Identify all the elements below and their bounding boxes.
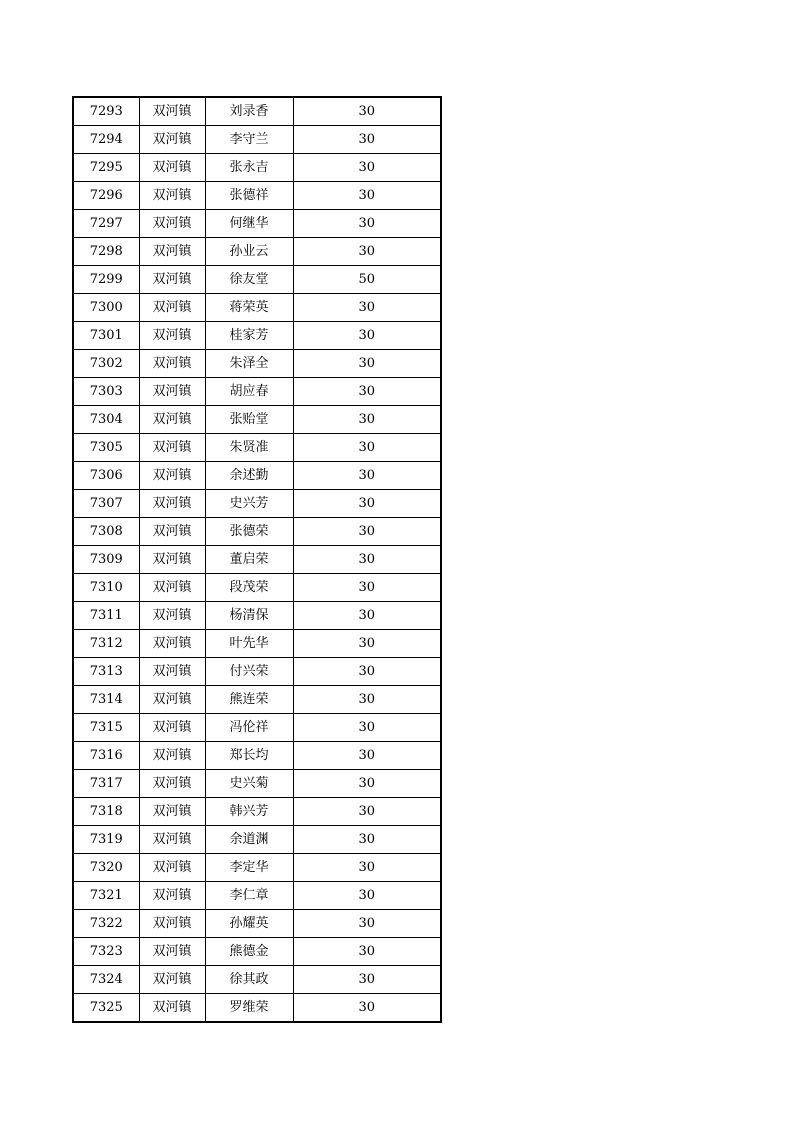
table-row (73, 490, 441, 518)
amount-cell: 30 (293, 126, 441, 154)
amount-cell: 30 (293, 154, 441, 182)
name-cell: 史兴菊 (205, 770, 293, 798)
name-cell: 段茂荣 (205, 574, 293, 602)
name-cell: 李守兰 (205, 126, 293, 154)
amount-cell: 30 (293, 658, 441, 686)
table-row (73, 182, 441, 210)
town-cell: 双河镇 (139, 434, 205, 462)
amount-cell: 30 (293, 854, 441, 882)
table-row (73, 574, 441, 602)
row-number-cell: 7304 (73, 406, 139, 434)
town-cell: 双河镇 (139, 658, 205, 686)
table-row (73, 798, 441, 826)
table-row (73, 742, 441, 770)
name-cell: 罗维荣 (205, 994, 293, 1023)
table-row (73, 434, 441, 462)
town-cell: 双河镇 (139, 546, 205, 574)
name-cell: 董启荣 (205, 546, 293, 574)
table-row (73, 994, 441, 1023)
table-row (73, 882, 441, 910)
amount-cell: 30 (293, 434, 441, 462)
row-number-cell: 7315 (73, 714, 139, 742)
table-row (73, 714, 441, 742)
row-number-cell: 7309 (73, 546, 139, 574)
amount-cell: 30 (293, 238, 441, 266)
town-cell: 双河镇 (139, 798, 205, 826)
table-row (73, 294, 441, 322)
town-cell: 双河镇 (139, 490, 205, 518)
row-number-cell: 7312 (73, 630, 139, 658)
town-cell: 双河镇 (139, 686, 205, 714)
town-cell: 双河镇 (139, 574, 205, 602)
town-cell: 双河镇 (139, 350, 205, 378)
name-cell: 冯伦祥 (205, 714, 293, 742)
name-cell: 孙耀英 (205, 910, 293, 938)
table-row (73, 322, 441, 350)
table-row (73, 658, 441, 686)
town-cell: 双河镇 (139, 742, 205, 770)
amount-cell: 30 (293, 686, 441, 714)
table-row (73, 378, 441, 406)
town-cell: 双河镇 (139, 378, 205, 406)
row-number-cell: 7316 (73, 742, 139, 770)
name-cell: 刘录香 (205, 97, 293, 126)
town-cell: 双河镇 (139, 714, 205, 742)
name-cell: 李定华 (205, 854, 293, 882)
town-cell: 双河镇 (139, 770, 205, 798)
amount-cell: 30 (293, 462, 441, 490)
amount-cell: 30 (293, 574, 441, 602)
town-cell: 双河镇 (139, 854, 205, 882)
row-number-cell: 7311 (73, 602, 139, 630)
town-cell: 双河镇 (139, 322, 205, 350)
table-row (73, 770, 441, 798)
town-cell: 双河镇 (139, 994, 205, 1023)
name-cell: 桂家芳 (205, 322, 293, 350)
row-number-cell: 7323 (73, 938, 139, 966)
amount-cell: 30 (293, 182, 441, 210)
table-row (73, 518, 441, 546)
town-cell: 双河镇 (139, 266, 205, 294)
table-row (73, 546, 441, 574)
amount-cell: 30 (293, 518, 441, 546)
amount-cell: 30 (293, 97, 441, 126)
name-cell: 付兴荣 (205, 658, 293, 686)
data-table (72, 96, 442, 1023)
row-number-cell: 7293 (73, 97, 139, 126)
town-cell: 双河镇 (139, 97, 205, 126)
name-cell: 徐其政 (205, 966, 293, 994)
name-cell: 朱泽全 (205, 350, 293, 378)
row-number-cell: 7297 (73, 210, 139, 238)
row-number-cell: 7300 (73, 294, 139, 322)
table-row (73, 910, 441, 938)
name-cell: 熊德金 (205, 938, 293, 966)
table-row (73, 266, 441, 294)
amount-cell: 50 (293, 266, 441, 294)
amount-cell: 30 (293, 602, 441, 630)
amount-cell: 30 (293, 210, 441, 238)
row-number-cell: 7322 (73, 910, 139, 938)
amount-cell: 30 (293, 826, 441, 854)
town-cell: 双河镇 (139, 210, 205, 238)
name-cell: 杨清保 (205, 602, 293, 630)
amount-cell: 30 (293, 294, 441, 322)
row-number-cell: 7296 (73, 182, 139, 210)
town-cell: 双河镇 (139, 938, 205, 966)
table-body (73, 97, 441, 1022)
amount-cell: 30 (293, 406, 441, 434)
amount-cell: 30 (293, 938, 441, 966)
row-number-cell: 7317 (73, 770, 139, 798)
table-row (73, 938, 441, 966)
table-row (73, 602, 441, 630)
name-cell: 徐友堂 (205, 266, 293, 294)
table-row (73, 462, 441, 490)
name-cell: 史兴芳 (205, 490, 293, 518)
amount-cell: 30 (293, 490, 441, 518)
row-number-cell: 7308 (73, 518, 139, 546)
row-number-cell: 7302 (73, 350, 139, 378)
town-cell: 双河镇 (139, 882, 205, 910)
row-number-cell: 7298 (73, 238, 139, 266)
amount-cell: 30 (293, 546, 441, 574)
town-cell: 双河镇 (139, 154, 205, 182)
town-cell: 双河镇 (139, 126, 205, 154)
row-number-cell: 7301 (73, 322, 139, 350)
name-cell: 张德荣 (205, 518, 293, 546)
table-row (73, 854, 441, 882)
table-row (73, 97, 441, 126)
town-cell: 双河镇 (139, 910, 205, 938)
name-cell: 蒋荣英 (205, 294, 293, 322)
table-row (73, 238, 441, 266)
town-cell: 双河镇 (139, 406, 205, 434)
name-cell: 张贻堂 (205, 406, 293, 434)
amount-cell: 30 (293, 882, 441, 910)
name-cell: 朱贤准 (205, 434, 293, 462)
name-cell: 胡应春 (205, 378, 293, 406)
name-cell: 李仁章 (205, 882, 293, 910)
amount-cell: 30 (293, 910, 441, 938)
row-number-cell: 7310 (73, 574, 139, 602)
row-number-cell: 7314 (73, 686, 139, 714)
row-number-cell: 7299 (73, 266, 139, 294)
name-cell: 张永吉 (205, 154, 293, 182)
name-cell: 张德祥 (205, 182, 293, 210)
amount-cell: 30 (293, 798, 441, 826)
town-cell: 双河镇 (139, 630, 205, 658)
table-row (73, 826, 441, 854)
amount-cell: 30 (293, 714, 441, 742)
amount-cell: 30 (293, 966, 441, 994)
table-row (73, 126, 441, 154)
row-number-cell: 7324 (73, 966, 139, 994)
town-cell: 双河镇 (139, 826, 205, 854)
name-cell: 余述勤 (205, 462, 293, 490)
row-number-cell: 7295 (73, 154, 139, 182)
table-row (73, 630, 441, 658)
town-cell: 双河镇 (139, 602, 205, 630)
town-cell: 双河镇 (139, 966, 205, 994)
name-cell: 何继华 (205, 210, 293, 238)
row-number-cell: 7307 (73, 490, 139, 518)
row-number-cell: 7306 (73, 462, 139, 490)
town-cell: 双河镇 (139, 462, 205, 490)
row-number-cell: 7303 (73, 378, 139, 406)
table-row (73, 406, 441, 434)
name-cell: 熊连荣 (205, 686, 293, 714)
row-number-cell: 7321 (73, 882, 139, 910)
row-number-cell: 7313 (73, 658, 139, 686)
town-cell: 双河镇 (139, 294, 205, 322)
row-number-cell: 7325 (73, 994, 139, 1023)
table-row (73, 210, 441, 238)
table-row (73, 966, 441, 994)
row-number-cell: 7320 (73, 854, 139, 882)
town-cell: 双河镇 (139, 182, 205, 210)
row-number-cell: 7305 (73, 434, 139, 462)
row-number-cell: 7318 (73, 798, 139, 826)
amount-cell: 30 (293, 994, 441, 1023)
name-cell: 叶先华 (205, 630, 293, 658)
amount-cell: 30 (293, 350, 441, 378)
amount-cell: 30 (293, 742, 441, 770)
town-cell: 双河镇 (139, 238, 205, 266)
table-row (73, 350, 441, 378)
amount-cell: 30 (293, 378, 441, 406)
table-row (73, 154, 441, 182)
name-cell: 孙业云 (205, 238, 293, 266)
amount-cell: 30 (293, 322, 441, 350)
table-row (73, 686, 441, 714)
name-cell: 韩兴芳 (205, 798, 293, 826)
amount-cell: 30 (293, 630, 441, 658)
town-cell: 双河镇 (139, 518, 205, 546)
name-cell: 郑长均 (205, 742, 293, 770)
row-number-cell: 7319 (73, 826, 139, 854)
amount-cell: 30 (293, 770, 441, 798)
name-cell: 余道渊 (205, 826, 293, 854)
row-number-cell: 7294 (73, 126, 139, 154)
